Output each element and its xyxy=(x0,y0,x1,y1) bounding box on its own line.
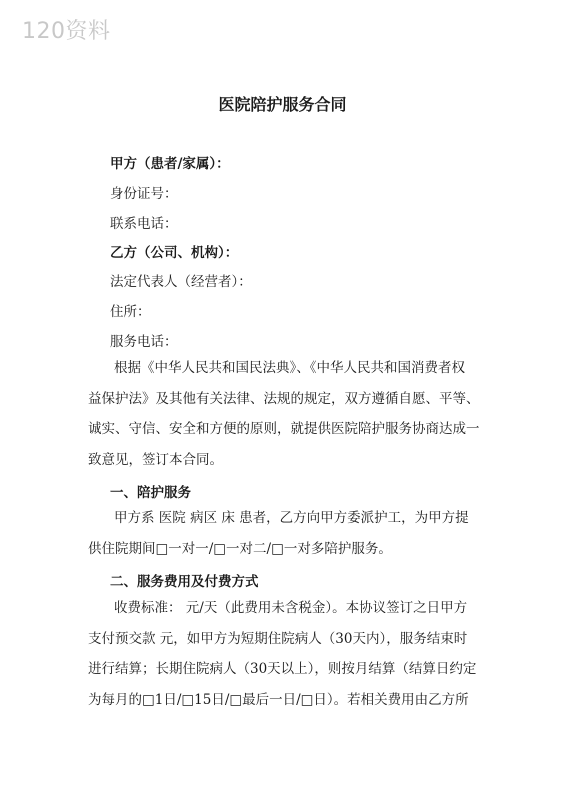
section-2-heading: 二、服务费用及付费方式 xyxy=(110,574,259,590)
section-1-line: 甲方系 医院 病区 床 患者，乙方向甲方委派护工，为甲方提 xyxy=(114,510,469,526)
preamble-line: 益保护法》及其他有关法律、法规的规定，双方遵循自愿、平等、 xyxy=(88,390,480,407)
section-1-line: 供住院期间□一对一/□一对二/□一对多陪护服务。 xyxy=(88,540,392,557)
preamble-line: 根据《中华人民共和国民法典》、《中华人民共和国消费者权 xyxy=(114,360,465,376)
section-2-paragraph xyxy=(88,593,486,715)
address-label: 住所： xyxy=(110,304,151,320)
section-1-heading: 一、陪护服务 xyxy=(110,485,191,501)
preamble-line: 致意见，签订本合同。 xyxy=(88,451,223,468)
section-2-line: 支付预交款 元，如甲方为短期住院病人（30天内），服务结束时 xyxy=(88,630,468,647)
id-number-label: 身份证号： xyxy=(110,186,178,202)
section-2-line: 为每月的□1日/□15日/□最后一日/□日）。若相关费用由乙方所 xyxy=(88,691,469,708)
preamble-line: 诚实、守信、安全和方便的原则，就提供医院陪护服务协商达成一 xyxy=(88,421,480,437)
watermark-logo: 120资料 xyxy=(22,19,111,44)
service-phone-label: 服务电话： xyxy=(110,334,178,350)
preamble-paragraph xyxy=(88,353,486,475)
contact-phone-label: 联系电话： xyxy=(110,216,178,232)
section-2-line: 进行结算；长期住院病人（30天以上），则按月结算（结算日约定 xyxy=(88,661,477,677)
section-2-line: 收费标准： 元/天（此费用未含税金）。本协议签订之日甲方 xyxy=(114,600,468,616)
party-b-heading: 乙方（公司、机构）： xyxy=(110,245,239,261)
legal-representative-label: 法定代表人（经营者）： xyxy=(110,274,252,290)
document-title: 医院陪护服务合同 xyxy=(218,95,347,114)
party-a-heading: 甲方（患者/家属）： xyxy=(110,156,230,172)
section-1-paragraph xyxy=(88,503,486,564)
